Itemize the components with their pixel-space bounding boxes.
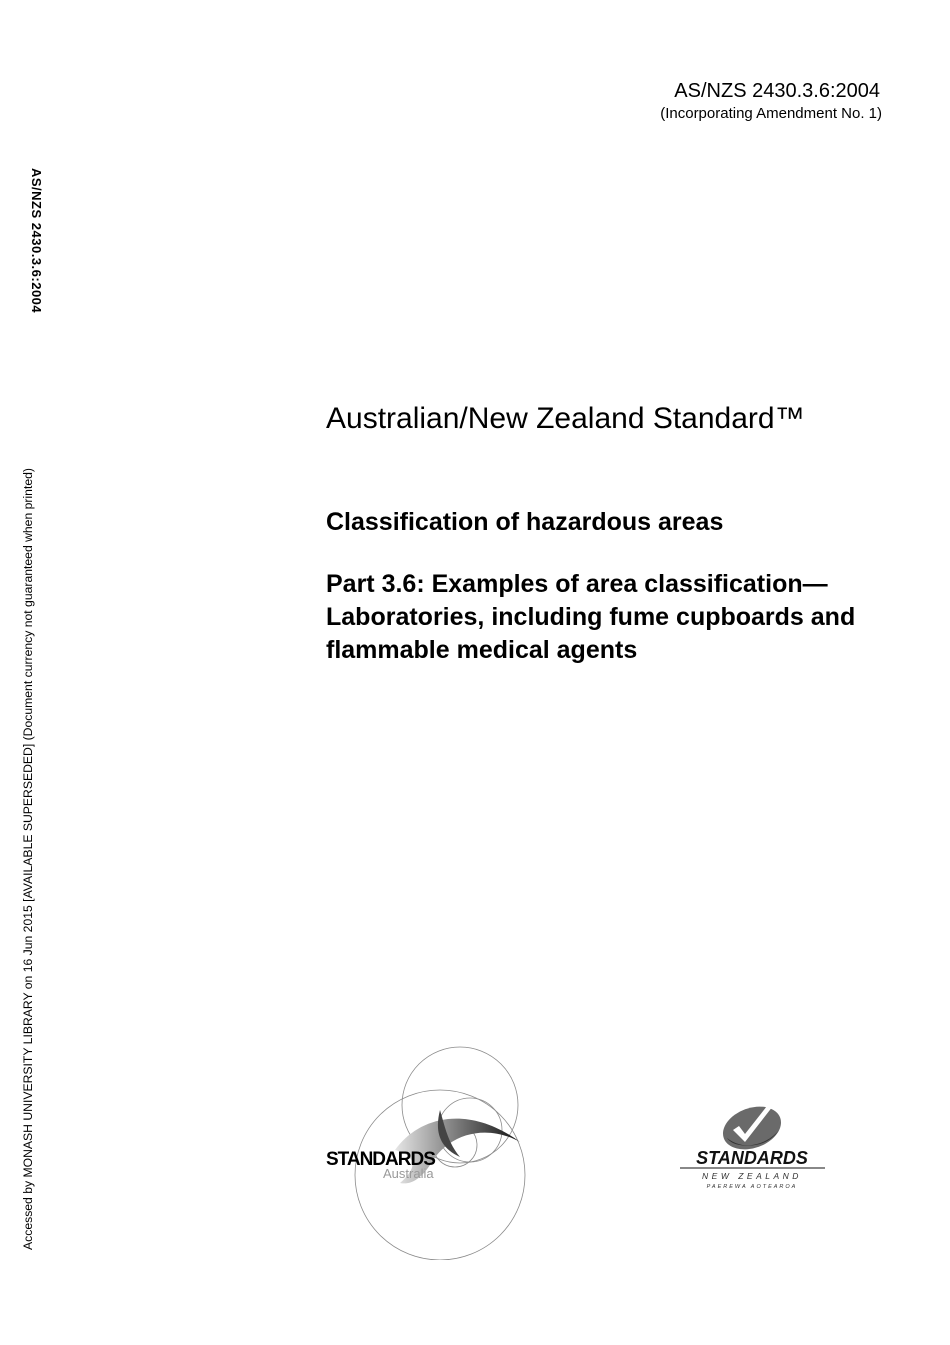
nz-wordmark: STANDARDS bbox=[696, 1148, 808, 1168]
access-watermark: Accessed by MONASH UNIVERSITY LIBRARY on 16 Jun 2015 [AVAILABLE SUPERSEDED] (Document currency not guaranteed when printed) bbox=[21, 468, 35, 1250]
document-number: AS/NZS 2430.3.6:2004 bbox=[674, 80, 880, 102]
spine-label: AS/NZS 2430.3.6:2004 bbox=[29, 168, 44, 314]
amendment-note: (Incorporating Amendment No. 1) bbox=[660, 105, 882, 122]
standards-australia-logo bbox=[320, 1045, 535, 1260]
sa-wordmark: STANDARDS bbox=[326, 1149, 435, 1170]
nz-sub-wordmark: NEW ZEALAND bbox=[702, 1171, 802, 1181]
nz-maori-wordmark: PAEREWA AOTEAROA bbox=[706, 1184, 798, 1190]
part-title: Part 3.6: Examples of area classification—Laboratories, including fume cupboards and flammable medical agents bbox=[326, 570, 856, 664]
standards-new-zealand-logo bbox=[675, 1100, 830, 1195]
sa-sub-wordmark: Australia bbox=[383, 1166, 434, 1181]
standard-series: Australian/New Zealand Standard™ bbox=[326, 402, 805, 435]
document-title: Classification of hazardous areas bbox=[326, 508, 724, 536]
